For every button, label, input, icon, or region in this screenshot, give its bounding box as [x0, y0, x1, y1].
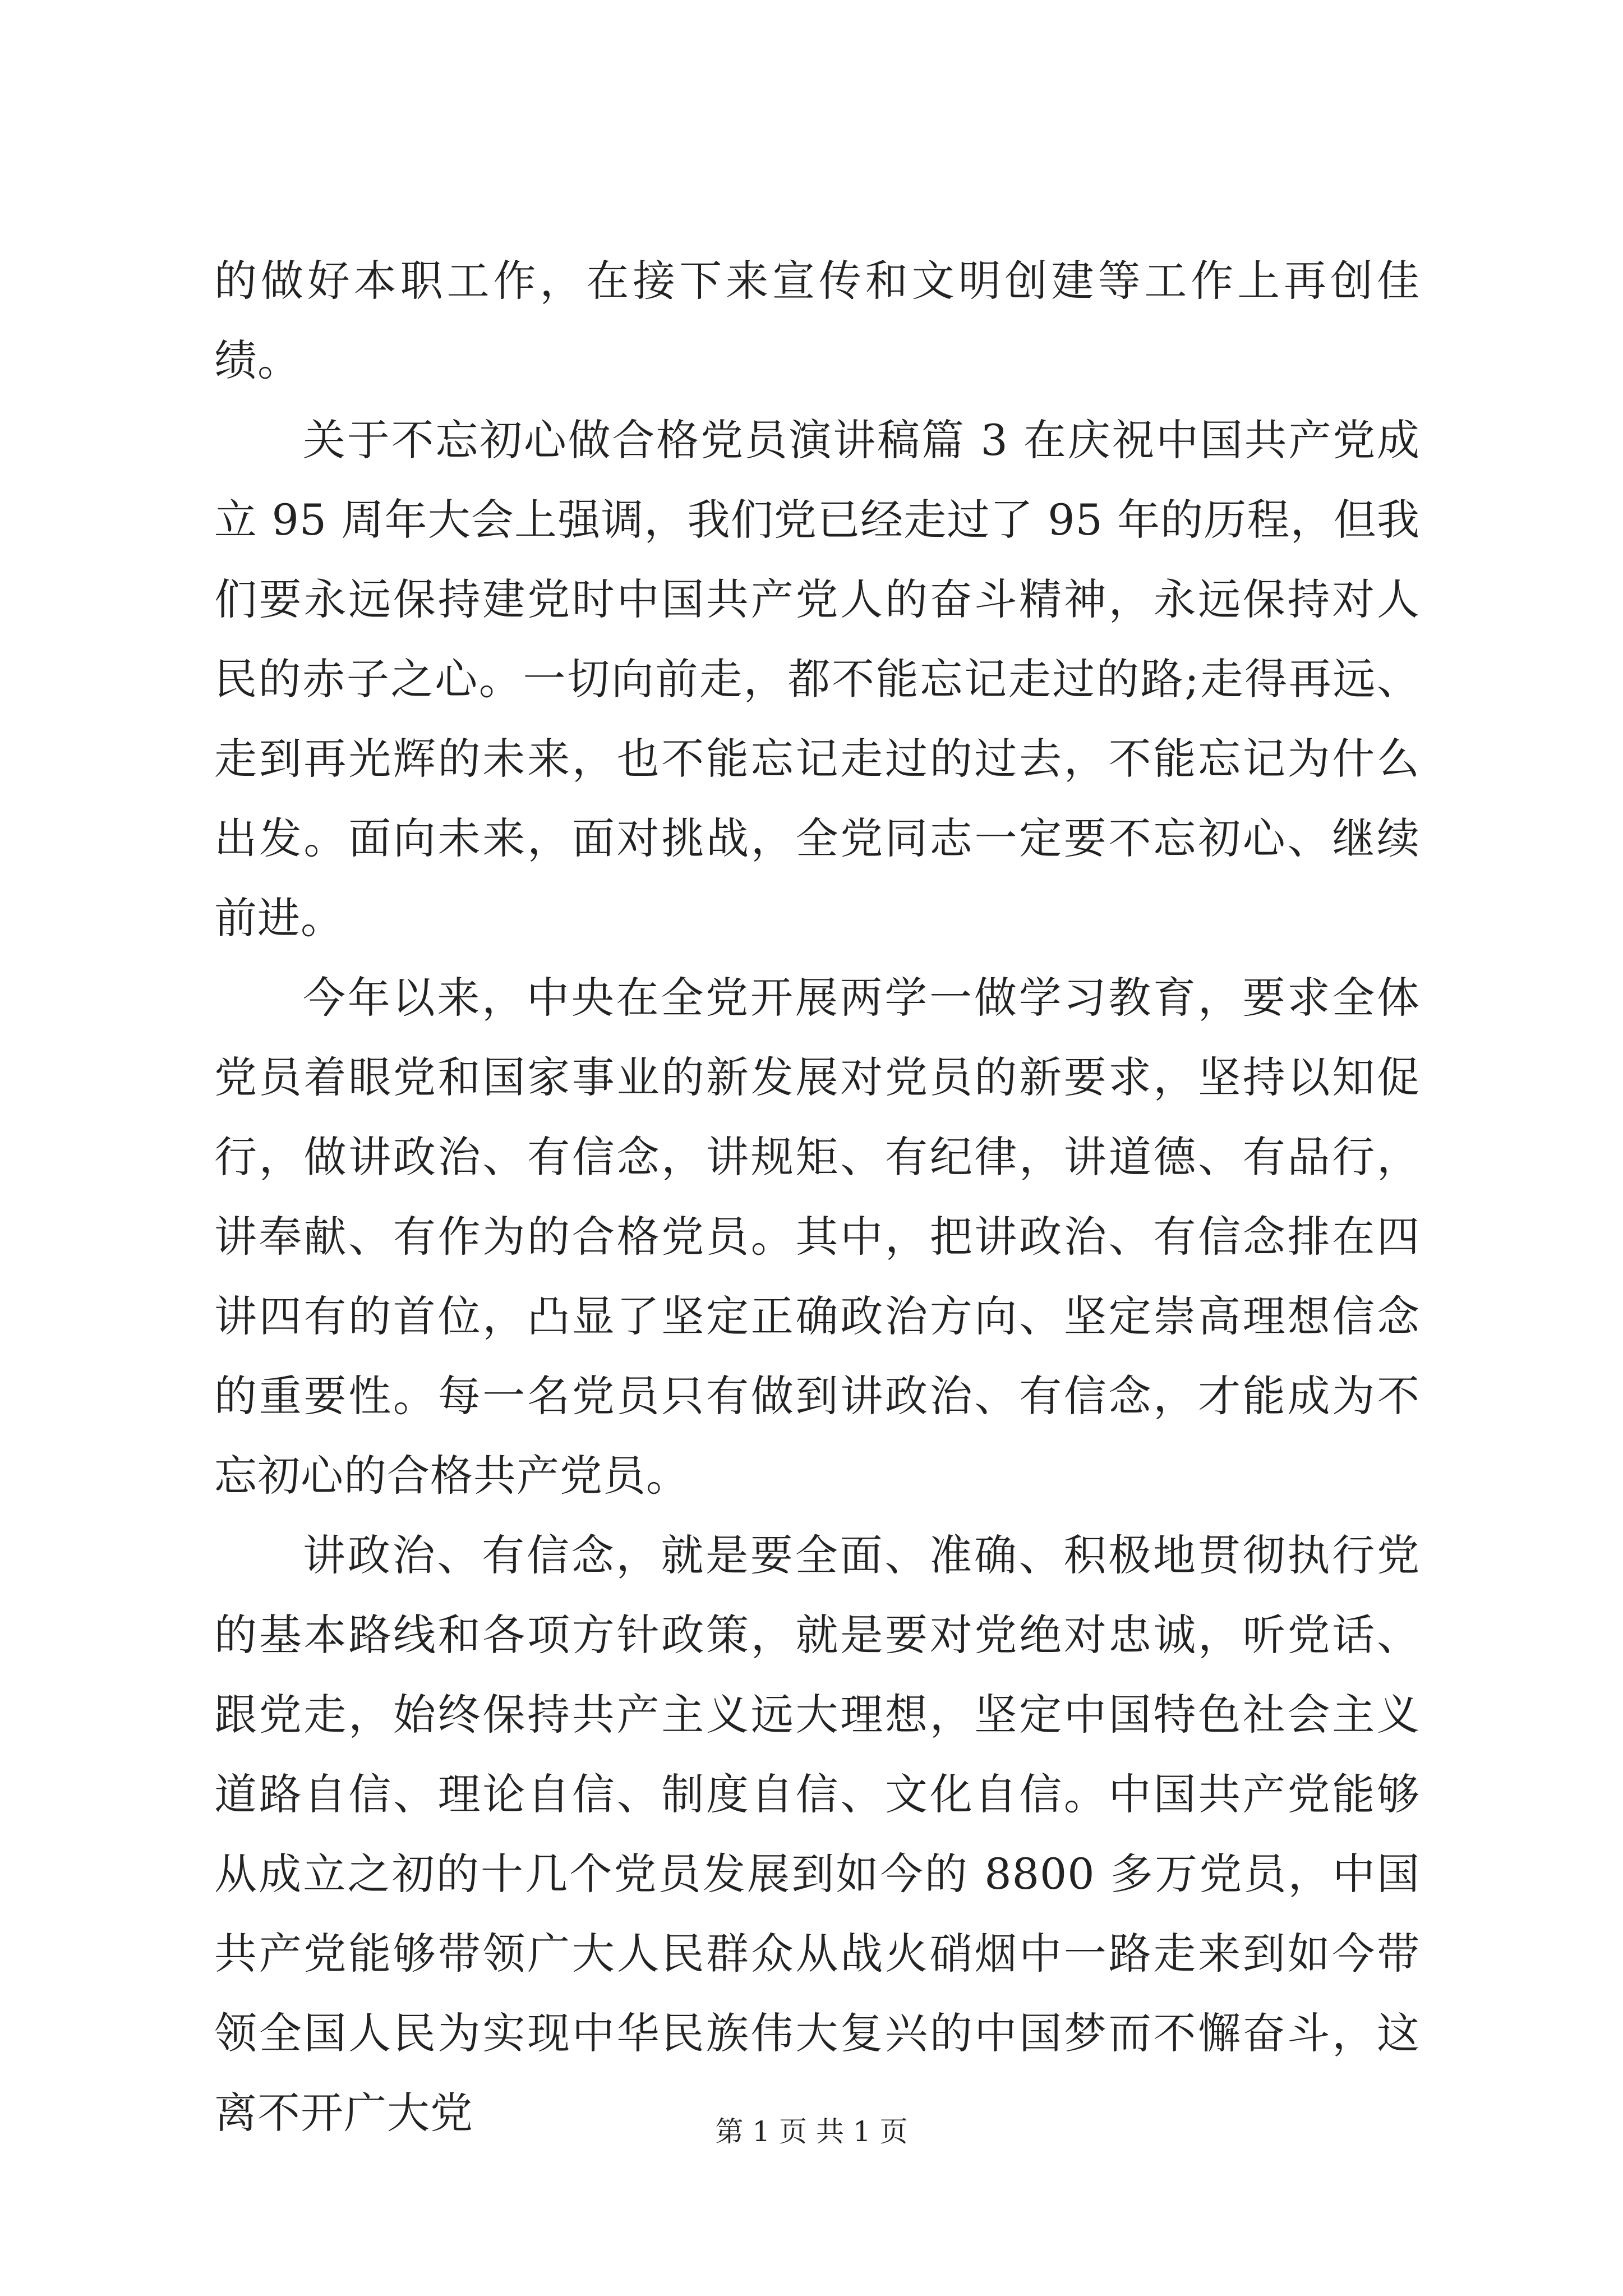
- document-body: [214, 241, 1420, 2153]
- paragraph-continuation: 的做好本职工作，在接下来宣传和文明创建等工作上再创佳绩。: [214, 256, 1420, 385]
- page-footer: [0, 2109, 1623, 2150]
- paragraph-speech-intro: 关于不忘初心做合格党员演讲稿篇 3 在庆祝中国共产党成立 95 周年大会上强调，我们党已经走过了 95 年的历程，但我们要永远保持建党时中国共产党人的奋斗精神，永远保持对人民的赤子之心。一切向前走，都不能忘记走过的路;走得再远、走到再光辉的未来，也不能忘记走过的过去，不能忘记为什么出发。面向未来，面对挑战，全党同志一定要不忘初心、继续前进。: [214, 415, 1420, 943]
- page-number-label: 第 1 页 共 1 页: [715, 2115, 908, 2148]
- paragraph-political-belief: 讲政治、有信念，就是要全面、准确、积极地贯彻执行党的基本路线和各项方针政策，就是要对党绝对忠诚，听党话、跟党走，始终保持共产主义远大理想，坚定中国特色社会主义道路自信、理论自信、制度自信、文化自信。中国共产党能够从成立之初的十几个党员发展到如今的 8800 多万党员，中国共产党能够带领广大人民群众从战火硝烟中一路走来到如今带领全国人民为实现中华民族伟大复兴的中国梦而不懈奋斗，这离不开广大党: [214, 1530, 1420, 2138]
- paragraph-study-education: 今年以来，中央在全党开展两学一做学习教育，要求全体党员着眼党和国家事业的新发展对党员的新要求，坚持以知促行，做讲政治、有信念，讲规矩、有纪律，讲道德、有品行，讲奉献、有作为的合格党员。其中，把讲政治、有信念排在四讲四有的首位，凸显了坚定正确政治方向、坚定崇高理想信念的重要性。每一名党员只有做到讲政治、有信念，才能成为不忘初心的合格共产党员。: [214, 973, 1420, 1501]
